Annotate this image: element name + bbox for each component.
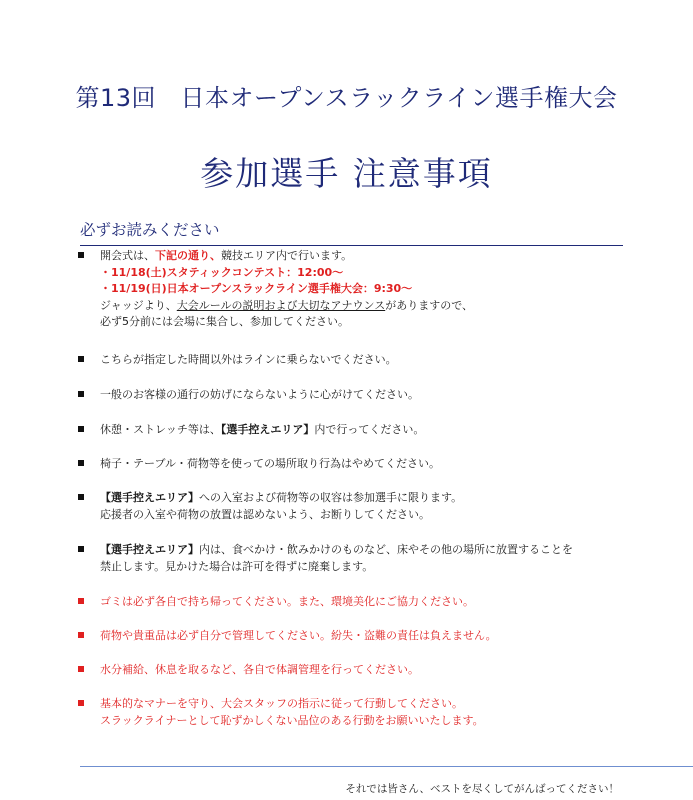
judge-text-2: がありますので、 (385, 298, 474, 312)
opening-line (100, 248, 473, 265)
item-text: ゴミは必ず各自で持ち帰ってください。また、環境美化にご協力ください。 (100, 595, 474, 608)
bullet-icon (78, 666, 84, 672)
item-text (100, 542, 573, 559)
item-text: 荷物や貴重品は必ず自分で管理してください。紛失・盗難の責任は負えません。 (100, 629, 497, 642)
bullet-icon (78, 494, 84, 500)
footer-divider (80, 766, 693, 767)
item-text: こちらが指定した時間以外はラインに乗らないでください。 (100, 353, 397, 366)
bullet-icon (78, 598, 84, 604)
judge-text: ジャッジより、 (100, 298, 177, 312)
page-subtitle: 参加選手 注意事項 (200, 154, 493, 193)
bullet-icon (78, 252, 84, 258)
schedule-championship: ・11/19(日)日本オープンスラックライン選手権大会：9:30～ (100, 282, 413, 295)
section-heading: 必ずお読みください (80, 218, 623, 246)
page-title: 第13回 日本オープンスラックライン選手権大会 (75, 84, 618, 112)
food-area-bold: 【選手控えエリア】 (100, 543, 199, 556)
judge-line (100, 298, 473, 315)
bullet-icon (78, 546, 84, 552)
item-text: 基本的なマナーを守り、大会スタッフの指示に従って行動してください。 (100, 697, 463, 710)
judge-underlined: 大会ルールの説明および大切なアナウンス (176, 298, 386, 312)
bullet-icon (78, 700, 84, 706)
rest-text-2: 内で行ってください。 (314, 423, 425, 436)
schedule-static: ・11/18(土)スタティックコンテスト：12:00～ (100, 265, 344, 279)
item-text (100, 422, 424, 439)
entry-area-bold: 【選手控えエリア】 (100, 491, 199, 504)
item-text-2: 応援者の入室や荷物の放置は認めないよう、お断りしてください。 (100, 507, 430, 521)
item-text: 椅子・テーブル・荷物等を使っての場所取り行為はやめてください。 (100, 457, 441, 470)
item-text: 一般のお客様の通行の妨げにならないように心がけてください。 (100, 388, 419, 401)
bullet-icon (78, 632, 84, 638)
bullet-icon (78, 391, 84, 397)
opening-text-2: 競技エリア内で行います。 (221, 249, 353, 262)
rest-text: 休憩・ストレッチ等は、 (100, 423, 221, 436)
opening-text: 開会式は、 (100, 249, 155, 262)
item-text-2: スラックライナーとして恥ずかしくない品位のある行動をお願いいたします。 (100, 713, 484, 727)
bullet-icon (78, 426, 84, 432)
entry-text: への入室および荷物等の収容は参加選手に限ります。 (199, 491, 463, 504)
item-text: 水分補給、休息を取るなど、各自で体調管理を行ってください。 (100, 663, 419, 676)
food-text: 内は、食べかけ・飲みかけのものなど、床やその他の場所に放置することを (199, 543, 573, 556)
footer-message: それでは皆さん、ベストを尽くしてがんばってください！ (345, 783, 619, 795)
rest-area-bold: 【選手控えエリア】 (220, 423, 315, 436)
item-text-2: 禁止します。見かけた場合は許可を得ずに廃棄します。 (100, 559, 374, 573)
item-text (100, 490, 462, 507)
bullet-icon (78, 356, 84, 362)
gather-line: 必ず5分前には会場に集合し、参加してください。 (100, 315, 349, 328)
opening-highlight: 下記の通り、 (155, 249, 221, 262)
bullet-icon (78, 460, 84, 466)
